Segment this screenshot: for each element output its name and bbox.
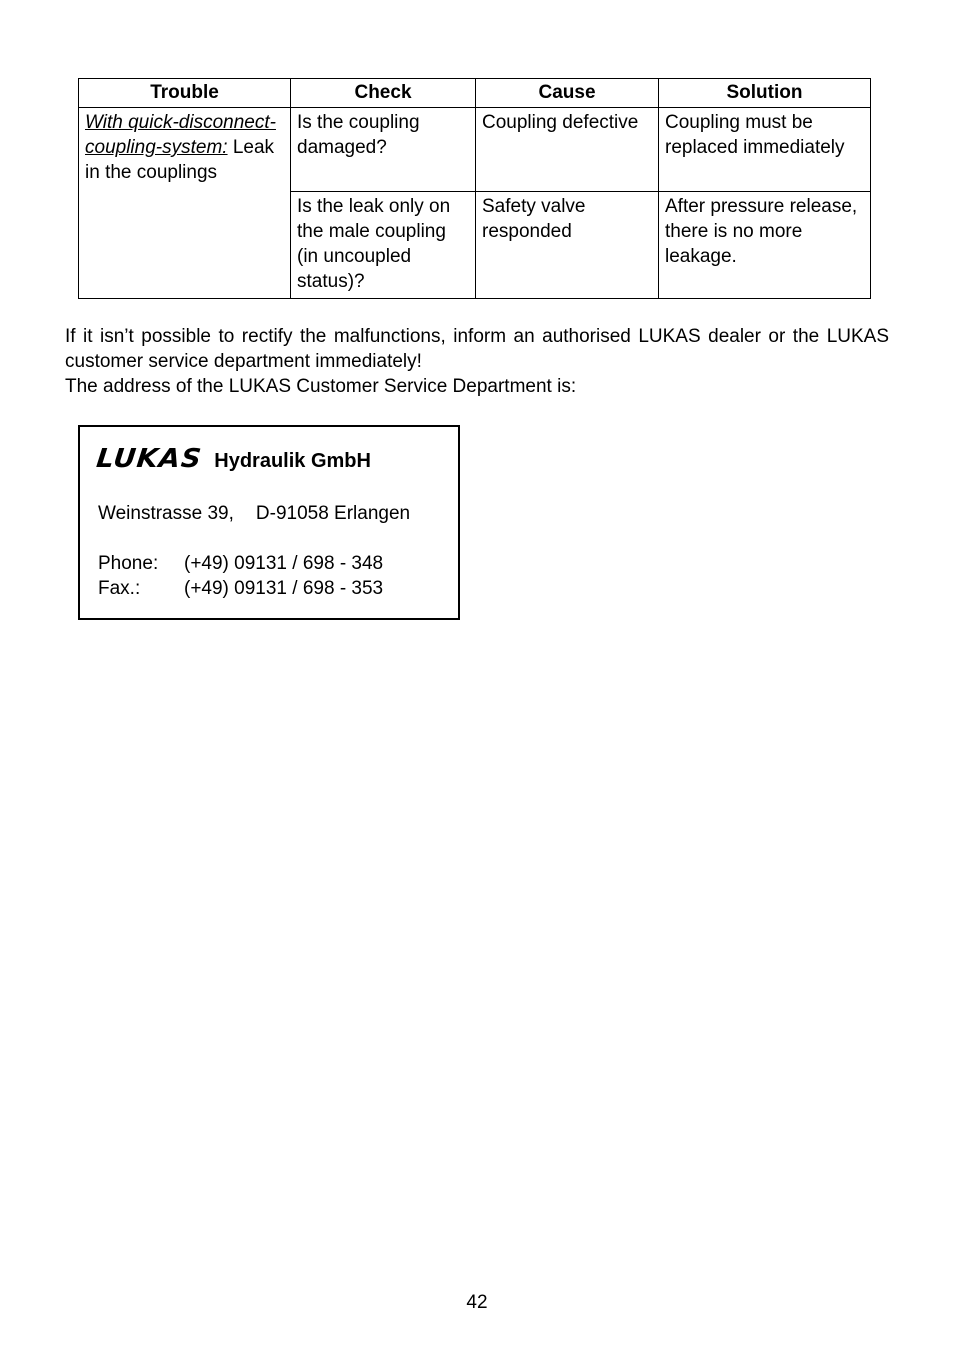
troubleshooting-table (78, 78, 871, 299)
trouble-cell (79, 108, 291, 299)
instructions-text (65, 324, 889, 399)
trouble-emphasis: With quick-disconnect-coupling-system: (85, 112, 276, 158)
header-check: Check (291, 79, 476, 108)
check-cell: Is the leak only on the male coupling (in uncoupled status)? (291, 192, 476, 299)
fax-label: Fax.: (98, 578, 141, 599)
header-trouble: Trouble (79, 79, 291, 108)
cause-cell: Coupling defective (476, 108, 659, 192)
solution-cell: After pressure release, there is no more leakage. (659, 192, 871, 299)
check-cell: Is the coupling damaged? (291, 108, 476, 192)
street: Weinstrasse 39, (98, 503, 234, 524)
header-solution: Solution (659, 79, 871, 108)
trouble-text: Leak in the couplings (85, 137, 275, 183)
phone-line (98, 551, 383, 576)
fax-line (98, 576, 383, 601)
malfunction-paragraph: If it isn’t possible to rectify the malfunctions, inform an authorised LUKAS dealer or the LUKAS customer service department immediately! (65, 326, 889, 372)
address-intro-paragraph: The address of the LUKAS Customer Service Department is: (65, 376, 577, 397)
phone-number: (+49) 09131 / 698 - 348 (184, 553, 384, 574)
table-row (79, 108, 871, 192)
street-address (98, 501, 410, 526)
city: D-91058 Erlangen (255, 503, 411, 524)
company-name: Hydraulik GmbH (214, 450, 371, 472)
address-box (78, 425, 460, 620)
page-number: 42 (466, 1292, 488, 1313)
fax-number: (+49) 09131 / 698 - 353 (184, 578, 384, 599)
cause-cell: Safety valve responded (476, 192, 659, 299)
table-header-row (79, 79, 871, 108)
solution-cell: Coupling must be replaced immediately (659, 108, 871, 192)
lukas-logo: LUKAS (94, 444, 204, 474)
phone-label: Phone: (98, 553, 159, 574)
header-cause: Cause (476, 79, 659, 108)
company-heading (94, 444, 371, 477)
